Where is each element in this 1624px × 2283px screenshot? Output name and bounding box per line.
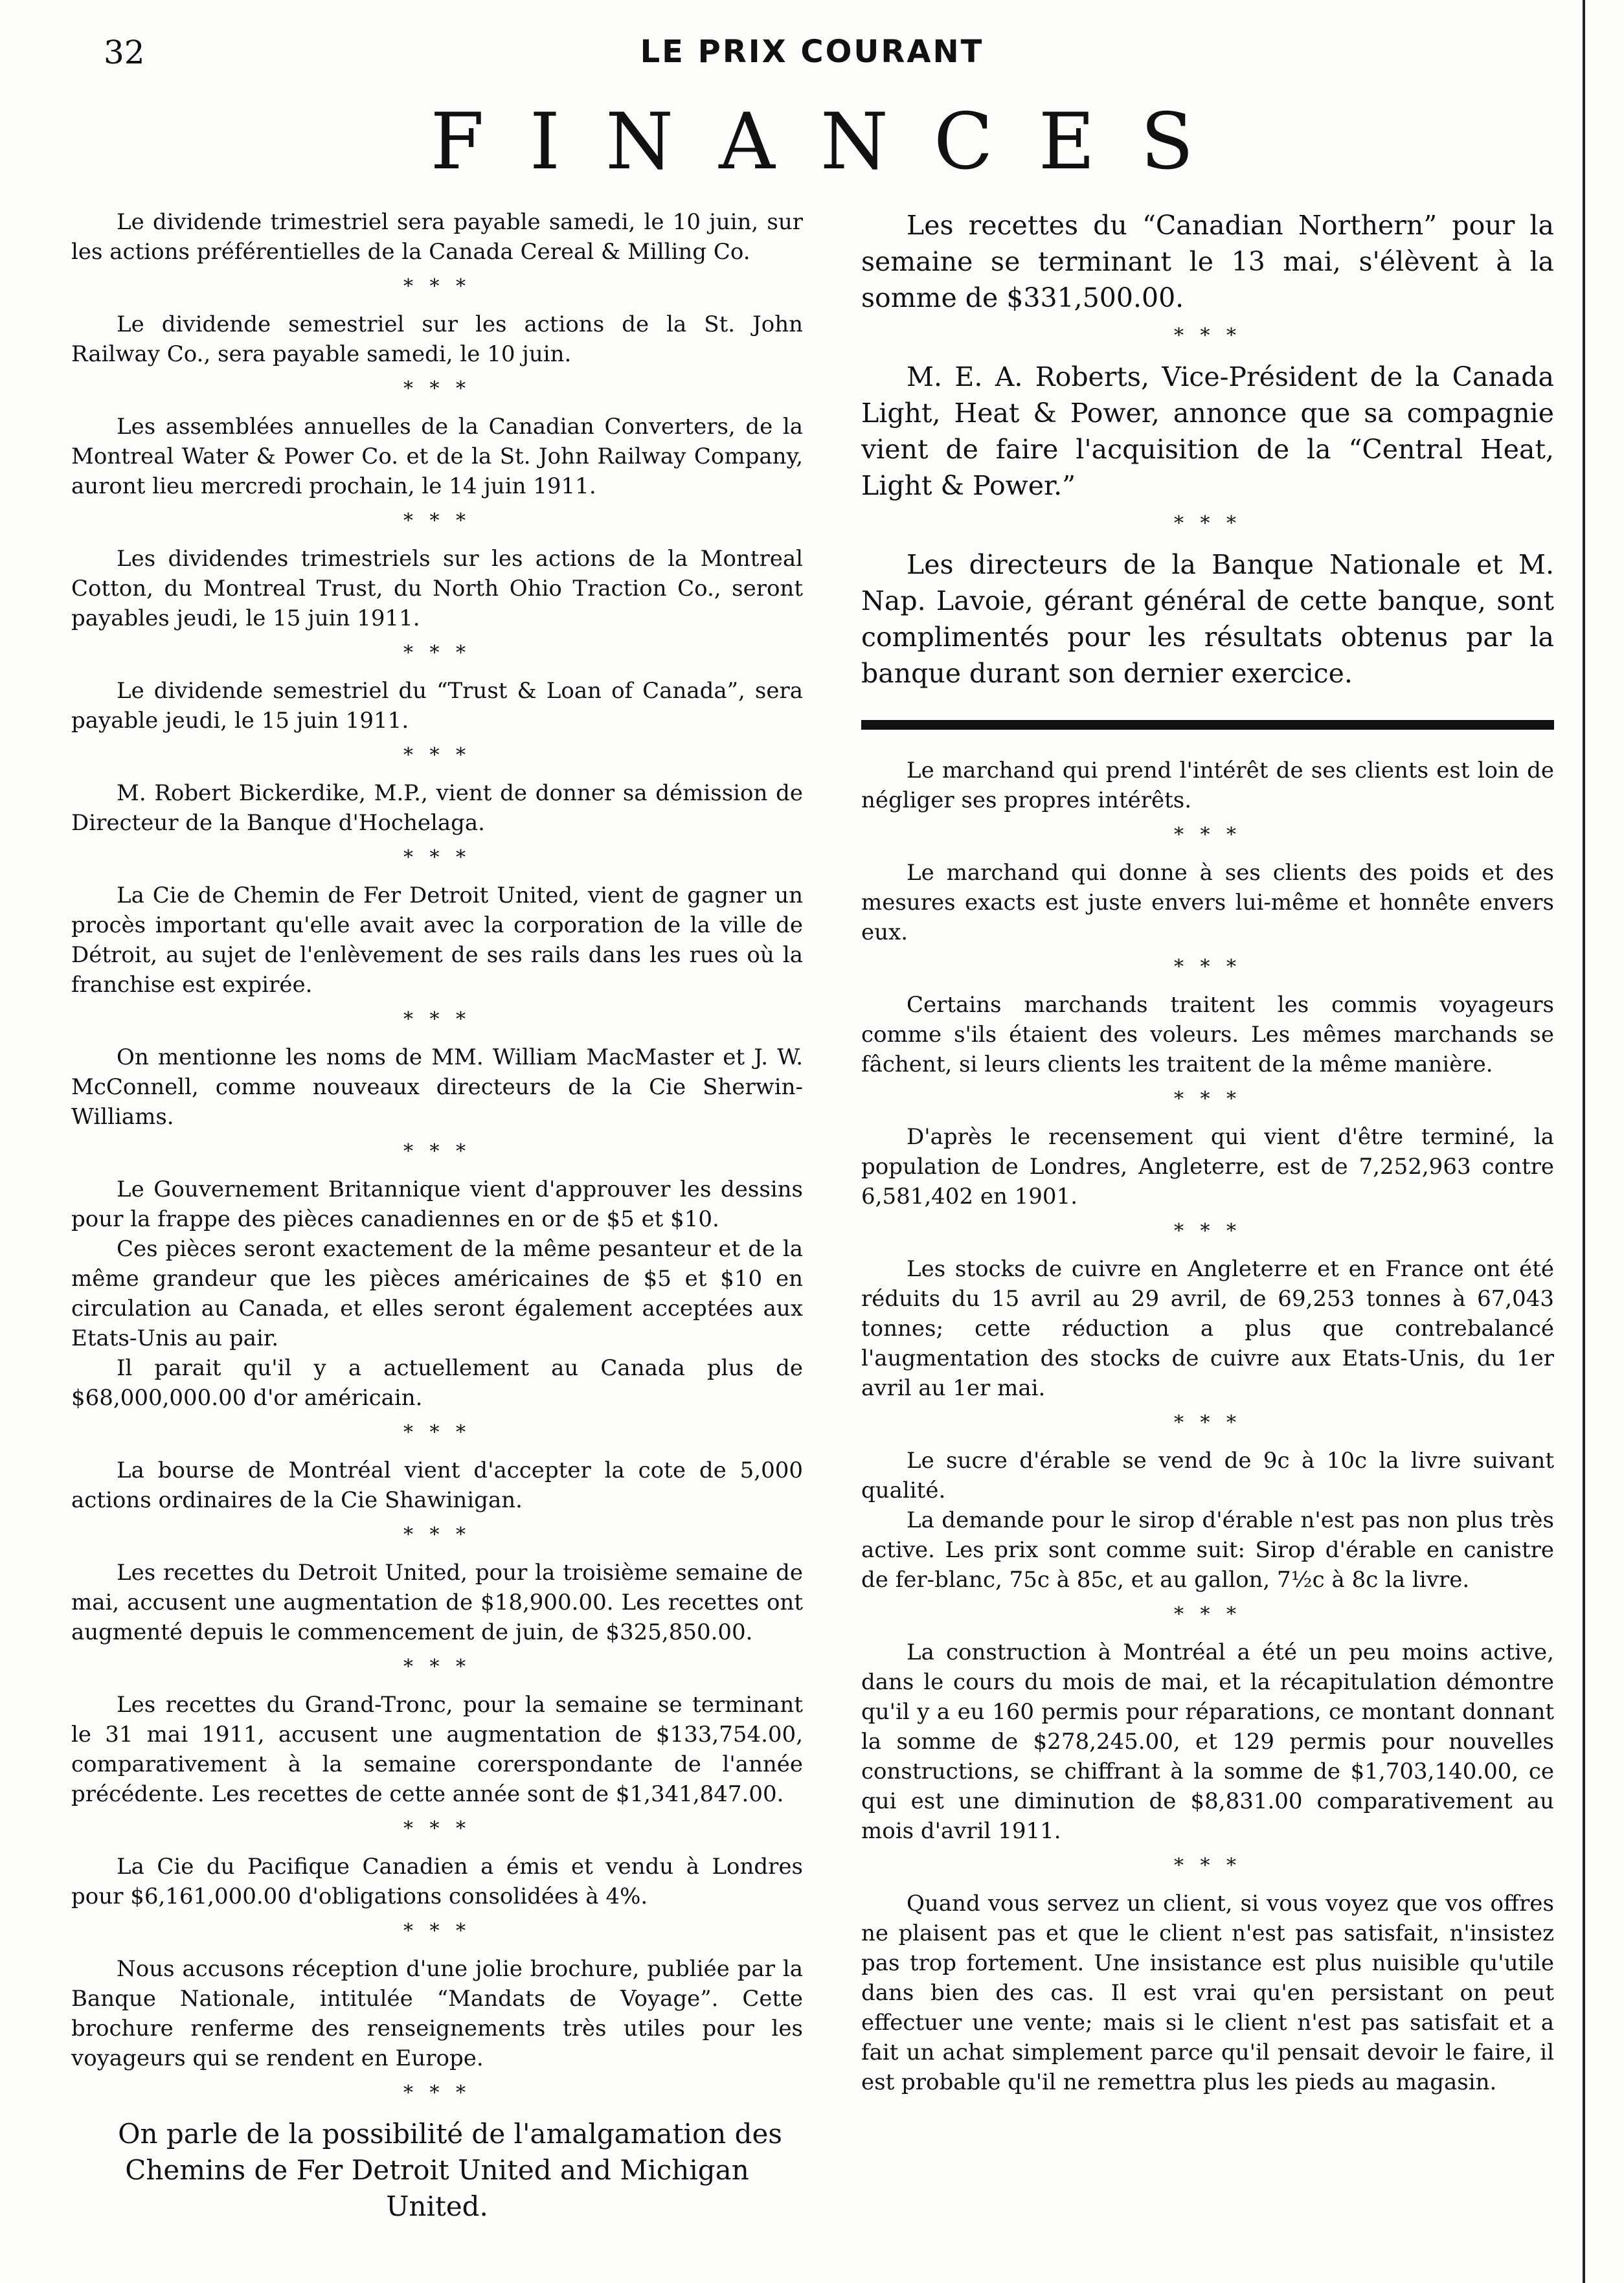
- news-paragraph: La demande pour le sirop d'érable n'est pas non plus très active. Les prix sont comme suit: Sirop d'érable en canistre de fer-blanc, 75c à 85c, et au gallon, 7½c à 8c la livre.: [861, 1507, 1554, 1593]
- news-paragraph: Les directeurs de la Banque Nationale et M. Nap. Lavoie, gérant général de cette banque, sont complimentés pour les résultats obtenus par la banque durant son dernier exercice.: [861, 549, 1554, 689]
- asterism-separator: * * *: [403, 2082, 471, 2104]
- closing-notice: [71, 2116, 803, 2225]
- asterism-separator: * * *: [403, 510, 471, 532]
- asterism-separator: * * *: [403, 1140, 471, 1163]
- asterism-separator: * * *: [403, 1817, 471, 1840]
- news-paragraph: Les recettes du Detroit United, pour la troisième semaine de mai, accusent une augmentation de $18,900.00. Les recettes ont augmenté depuis le commencement de juin, de $325,850.00.: [71, 1560, 803, 1645]
- news-item: [861, 756, 1554, 815]
- news-paragraph: D'après le recensement qui vient d'être terminé, la population de Londres, Angleterre, est de 7,252,963 contre 6,581,402 en 1901.: [861, 1124, 1554, 1209]
- asterism-separator: * * *: [1173, 1220, 1242, 1243]
- news-paragraph: Le dividende semestriel sur les actions de la St. John Railway Co., sera payable samedi, le 10 juin.: [71, 311, 803, 367]
- news-paragraph: La Cie de Chemin de Fer Detroit United, vient de gagner un procès important qu'elle avait avec la corporation de la ville de Détroit, au sujet de l'enlèvement de ses rails dans les rues où la franchise est expirée.: [71, 883, 803, 998]
- right-column-top: [861, 207, 1554, 692]
- right-column: [861, 207, 1554, 2097]
- news-paragraph: M. Robert Bickerdike, M.P., vient de donner sa démission de Directeur de la Banque d'Hochelaga.: [71, 780, 803, 836]
- news-paragraph: Quand vous servez un client, si vous voyez que vos offres ne plaisent pas et que le client n'est pas satisfait, n'insistez pas trop fortement. Une insistance est plus nuisible qu'utile dans bien des cas. Il est vrai qu'en persistant on peut effectuer une vente; mais si le client n'est pas satisfait et a fait un achat simplement parce qu'il pensait devoir le faire, il est probable qu'il ne remettra plus les pieds au magasin.: [861, 1891, 1554, 2095]
- column-divider-rule: [861, 720, 1554, 730]
- page-edge-rule: [1583, 0, 1585, 2283]
- news-item: [71, 309, 803, 369]
- news-item: [71, 1175, 803, 1413]
- news-paragraph: Les recettes du Grand-Tronc, pour la semaine se terminant le 31 mai 1911, accusent une augmentation de $133,754.00, comparativement à la semaine corerspondante de l'année précédente. Les recettes de cette année sont de $1,341,847.00.: [71, 1692, 803, 1807]
- asterism-separator: * * *: [403, 275, 471, 298]
- asterism-separator: * * *: [1173, 956, 1242, 978]
- asterism-separator: * * *: [403, 642, 471, 664]
- news-item: [861, 546, 1554, 692]
- news-paragraph: M. E. A. Roberts, Vice-Président de la Canada Light, Heat & Power, annonce que sa compagnie vient de faire l'acquisition de la “Central Heat, Light & Power.”: [861, 361, 1554, 501]
- news-paragraph: Ces pièces seront exactement de la même pesanteur et de la même grandeur que les pièces américaines de $5 et $10 en circulation au Canada, et elles seront également acceptées aux Etats-Unis au pair.: [71, 1236, 803, 1351]
- news-item: [71, 1042, 803, 1132]
- news-paragraph: Il parait qu'il y a actuellement au Canada plus de $68,000,000.00 d'or américain.: [71, 1355, 803, 1411]
- page-number: 32: [104, 34, 145, 71]
- journal-title: LE PRIX COURANT: [640, 34, 984, 70]
- news-item: [861, 858, 1554, 947]
- news-item: [71, 1954, 803, 2073]
- news-item: [71, 1690, 803, 1809]
- news-item: [861, 359, 1554, 504]
- news-paragraph: Les dividendes trimestriels sur les actions de la Montreal Cotton, du Montreal Trust, du North Ohio Traction Co., seront payables jeudi, le 15 juin 1911.: [71, 546, 803, 631]
- news-item: [71, 1456, 803, 1515]
- news-item: [861, 1889, 1554, 2097]
- news-paragraph: Le marchand qui donne à ses clients des poids et des mesures exacts est juste envers lui-même et honnête envers eux.: [861, 860, 1554, 945]
- asterism-separator: * * *: [403, 846, 471, 869]
- asterism-separator: * * *: [1173, 324, 1242, 347]
- closing-notice-text: On parle de la possibilité de l'amalgamation des Chemins de Fer Detroit United and Michigan United.: [118, 2118, 782, 2222]
- news-item: [71, 778, 803, 838]
- news-paragraph: Le dividende semestriel du “Trust & Loan of Canada”, sera payable jeudi, le 15 juin 1911.: [71, 678, 803, 734]
- news-item: [861, 1637, 1554, 1846]
- news-item: [71, 881, 803, 1000]
- news-item: [861, 1254, 1554, 1403]
- news-paragraph: Les recettes du “Canadian Northern” pour la semaine se terminant le 13 mai, s'élèvent à la somme de $331,500.00.: [861, 210, 1554, 313]
- asterism-separator: * * *: [1173, 1088, 1242, 1110]
- news-paragraph: Le dividende trimestriel sera payable samedi, le 10 juin, sur les actions préférentielles de la Canada Cereal & Milling Co.: [71, 209, 803, 265]
- news-item: [71, 412, 803, 501]
- asterism-separator: * * *: [1173, 1854, 1242, 1877]
- news-item: [71, 544, 803, 633]
- news-item: [71, 1558, 803, 1647]
- asterism-separator: * * *: [403, 1524, 471, 1546]
- news-item: [861, 207, 1554, 316]
- asterism-separator: * * *: [1173, 824, 1242, 846]
- asterism-separator: * * *: [403, 377, 471, 400]
- news-paragraph: Le marchand qui prend l'intérêt de ses clients est loin de négliger ses propres intérêts.: [861, 758, 1554, 813]
- news-item: [71, 676, 803, 736]
- news-paragraph: Les assemblées annuelles de la Canadian Converters, de la Montreal Water & Power Co. et de la St. John Railway Company, auront lieu mercredi prochain, le 14 juin 1911.: [71, 414, 803, 499]
- asterism-separator: * * *: [403, 1421, 471, 1444]
- news-paragraph: La construction à Montréal a été un peu moins active, dans le cours du mois de mai, et la récapitulation démontre qu'il y a eu 160 permis pour réparations, ce montant donnant la somme de $278,245.00, et 129 permis pour nouvelles constructions, se chiffrant à la somme de $1,703,140.00, ce qui est une diminution de $8,831.00 comparativement au mois d'avril 1911.: [861, 1639, 1554, 1844]
- news-item: [71, 1852, 803, 1911]
- news-item: [71, 207, 803, 267]
- asterism-separator: * * *: [403, 744, 471, 767]
- asterism-separator: * * *: [403, 1008, 471, 1031]
- news-paragraph: Nous accusons réception d'une jolie brochure, publiée par la Banque Nationale, intitulée “Mandats de Voyage”. Cette brochure renferme des renseignements très utiles pour les voyageurs qui se rendent en Europe.: [71, 1956, 803, 2071]
- news-paragraph: La bourse de Montréal vient d'accepter la cote de 5,000 actions ordinaires de la Cie Shawinigan.: [71, 1457, 803, 1513]
- news-paragraph: Certains marchands traitent les commis voyageurs comme s'ils étaient des voleurs. Les mêmes marchands se fâchent, si leurs clients les traitent de la même manière.: [861, 992, 1554, 1077]
- news-item: [861, 1446, 1554, 1595]
- section-title: FINANCES: [430, 97, 1239, 187]
- news-paragraph: Les stocks de cuivre en Angleterre et en France ont été réduits du 15 avril au 29 avril, de 69,253 tonnes à 67,043 tonnes; cette réduction a plus que contrebalancé l'augmentation des stocks de cuivre aux Etats-Unis, du 1er avril au 1er mai.: [861, 1256, 1554, 1401]
- news-paragraph: La Cie du Pacifique Canadien a émis et vendu à Londres pour $6,161,000.00 d'obligations consolidées à 4%.: [71, 1854, 803, 1909]
- asterism-separator: * * *: [403, 1920, 471, 1942]
- left-column: [71, 207, 803, 2225]
- news-paragraph: On mentionne les noms de MM. William MacMaster et J. W. McConnell, comme nouveaux directeurs de la Cie Sherwin-Williams.: [71, 1044, 803, 1130]
- asterism-separator: * * *: [1173, 1411, 1242, 1434]
- news-item: [861, 1122, 1554, 1211]
- right-column-bottom: [861, 756, 1554, 2097]
- news-paragraph: Le Gouvernement Britannique vient d'approuver les dessins pour la frappe des pièces canadiennes en or de $5 et $10.: [71, 1176, 803, 1232]
- asterism-separator: * * *: [403, 1656, 471, 1678]
- asterism-separator: * * *: [1173, 512, 1242, 535]
- news-paragraph: Le sucre d'érable se vend de 9c à 10c la livre suivant qualité.: [861, 1448, 1554, 1503]
- news-item: [861, 990, 1554, 1079]
- asterism-separator: * * *: [1173, 1603, 1242, 1626]
- page-header: [0, 34, 1580, 85]
